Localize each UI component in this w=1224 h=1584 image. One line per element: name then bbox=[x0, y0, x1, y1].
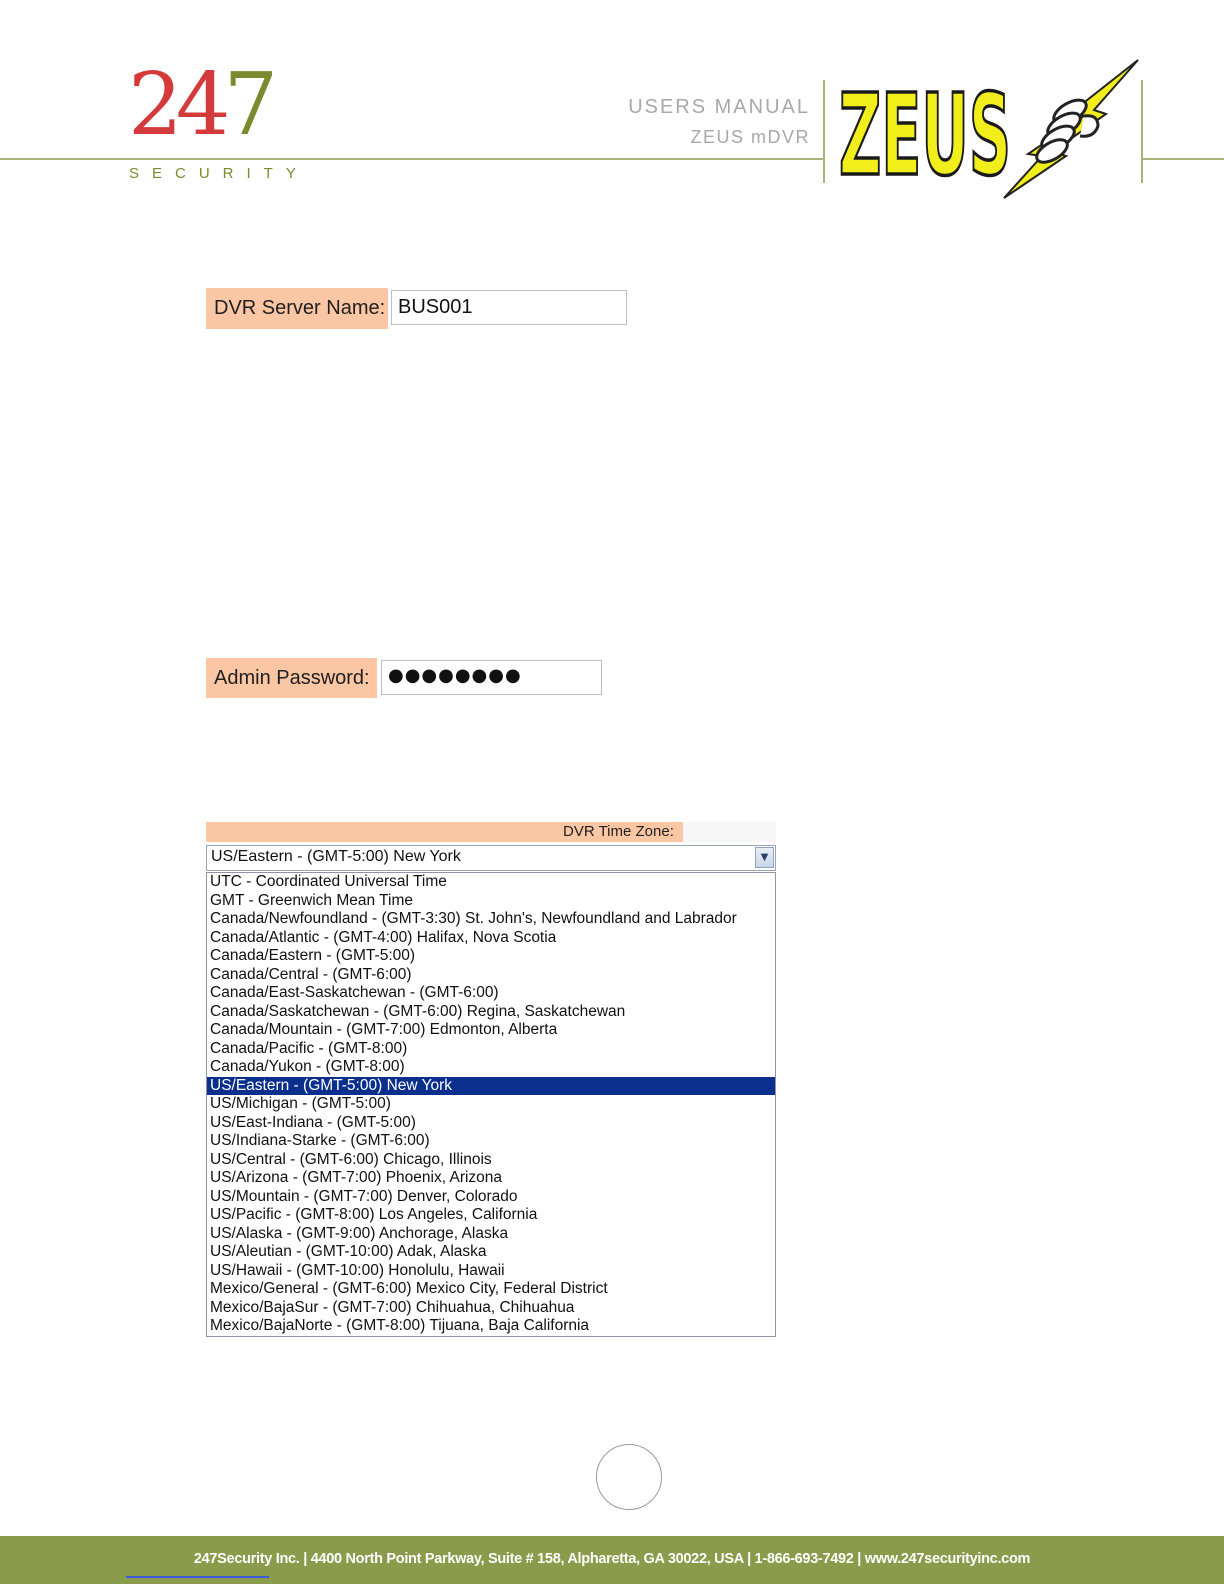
time-zone-option[interactable]: Canada/Saskatchewan - (GMT-6:00) Regina, Saskatchewan bbox=[210, 1002, 626, 1020]
server-name-label: DVR Server Name: bbox=[206, 288, 388, 329]
time-zone-option[interactable]: US/Arizona - (GMT-7:00) Phoenix, Arizona bbox=[210, 1169, 503, 1186]
time-zone-option[interactable]: US/Aleutian - (GMT-10:00) Adak, Alaska bbox=[210, 1243, 487, 1260]
company-logo-number bbox=[128, 55, 272, 155]
time-zone-option[interactable]: Mexico/BajaNorte - (GMT-8:00) Tijuana, Baja California bbox=[210, 1317, 590, 1334]
zeus-logo bbox=[838, 56, 1143, 202]
time-zone-option[interactable]: Canada/East-Saskatchewan - (GMT-6:00) bbox=[210, 984, 499, 1001]
time-zone-option[interactable]: Canada/Central - (GMT-6:00) bbox=[210, 965, 412, 983]
time-zone-option[interactable]: Canada/Eastern - (GMT-5:00) bbox=[210, 947, 416, 964]
chevron-down-icon[interactable]: ▼ bbox=[755, 847, 774, 868]
zeus-wordmark: ZEUS bbox=[839, 71, 1011, 201]
time-zone-option[interactable]: US/Pacific - (GMT-8:00) Los Angeles, California bbox=[210, 1206, 538, 1223]
time-zone-option[interactable]: Canada/Atlantic - (GMT-4:00) Halifax, Nova Scotia bbox=[210, 928, 557, 946]
time-zone-options-list[interactable] bbox=[206, 872, 776, 1337]
time-zone-option[interactable]: US/Eastern - (GMT-5:00) New York bbox=[207, 1077, 775, 1096]
manual-subtitle bbox=[690, 127, 810, 148]
time-zone-option[interactable]: US/Michigan - (GMT-5:00) bbox=[210, 1095, 391, 1112]
time-zone-option[interactable]: Canada/Mountain - (GMT-7:00) Edmonton, Alberta bbox=[210, 1021, 558, 1038]
time-zone-option[interactable]: US/Hawaii - (GMT-10:00) Honolulu, Hawaii bbox=[210, 1261, 505, 1279]
server-name-input[interactable] bbox=[391, 290, 627, 325]
logo-number-red: 24 bbox=[128, 55, 224, 155]
logo-number-green: 7 bbox=[223, 55, 272, 155]
company-logo-subtitle: SECURITY bbox=[129, 165, 309, 182]
time-zone-option[interactable]: US/Central - (GMT-6:00) Chicago, Illinois bbox=[210, 1150, 492, 1168]
manual-title: USERS MANUAL bbox=[628, 96, 810, 118]
time-zone-option[interactable]: Canada/Newfoundland - (GMT-3:30) St. John's, Newfoundland and Labrador bbox=[210, 910, 737, 927]
time-zone-header-tail bbox=[683, 822, 776, 842]
footer-link-underline bbox=[126, 1576, 269, 1578]
time-zone-option[interactable]: Mexico/BajaSur - (GMT-7:00) Chihuahua, Chihuahua bbox=[210, 1298, 575, 1316]
page-number-circle bbox=[596, 1444, 662, 1510]
time-zone-option[interactable]: Canada/Pacific - (GMT-8:00) bbox=[210, 1039, 408, 1057]
admin-password-label: Admin Password: bbox=[206, 658, 377, 698]
time-zone-option[interactable]: UTC - Coordinated Universal Time bbox=[210, 873, 447, 890]
time-zone-option[interactable]: US/East-Indiana - (GMT-5:00) bbox=[210, 1113, 416, 1131]
admin-password-input[interactable]: ●●●●●●●● bbox=[381, 660, 602, 695]
time-zone-label: DVR Time Zone: bbox=[563, 823, 674, 840]
time-zone-selected-value: US/Eastern - (GMT-5:00) New York bbox=[211, 848, 461, 865]
time-zone-option[interactable]: GMT - Greenwich Mean Time bbox=[210, 891, 413, 909]
time-zone-option[interactable]: US/Mountain - (GMT-7:00) Denver, Colorado bbox=[210, 1187, 518, 1205]
time-zone-option[interactable]: US/Alaska - (GMT-9:00) Anchorage, Alaska bbox=[210, 1224, 509, 1242]
manual-subtitle-model: mDVR bbox=[751, 127, 810, 147]
header-divider-left bbox=[823, 80, 825, 183]
manual-subtitle-product: ZEUS bbox=[690, 127, 751, 147]
time-zone-option[interactable]: Canada/Yukon - (GMT-8:00) bbox=[210, 1058, 405, 1075]
time-zone-option[interactable]: US/Indiana-Starke - (GMT-6:00) bbox=[210, 1132, 430, 1149]
header-rule-left bbox=[0, 158, 823, 160]
time-zone-option[interactable]: Mexico/General - (GMT-6:00) Mexico City, Federal District bbox=[210, 1280, 608, 1297]
time-zone-select[interactable] bbox=[206, 845, 776, 871]
header-rule-right bbox=[1143, 158, 1224, 160]
footer-contact-text: 247Security Inc. | 4400 North Point Parkway, Suite # 158, Alpharetta, GA 30022, USA | 1-866-693-7492 | www.247securityinc.com bbox=[193, 1551, 1031, 1567]
